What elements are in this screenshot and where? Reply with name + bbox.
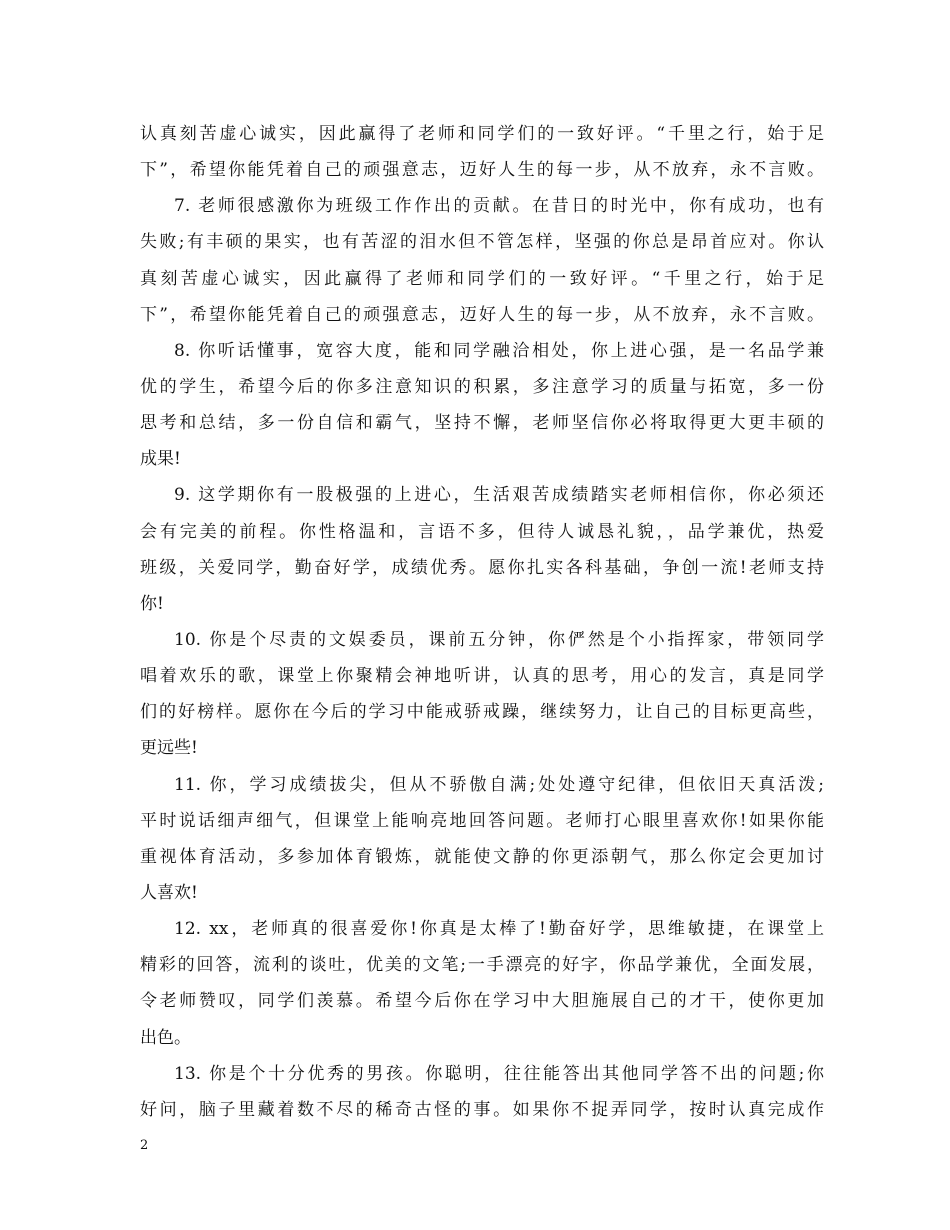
text-line: 成果! (140, 449, 181, 470)
text-line: 9. 这学期你有一股极强的上进心，生活艰苦成绩踏实老师相信你，你必须还 (174, 485, 824, 506)
text-line: 会有完美的前程。你性格温和，言语不多，但待人诚恳礼貌，，品学兼优，热爱 (140, 521, 824, 542)
text-line: 失败;有丰硕的果实，也有苦涩的泪水但不管怎样，坚强的你总是昂首应对。你认 (140, 232, 824, 253)
text-line: 你! (140, 593, 164, 614)
text-line: 8. 你听话懂事，宽容大度，能和同学融洽相处，你上进心强，是一名品学兼 (174, 340, 824, 361)
text-line: 更远些! (140, 738, 198, 759)
text-line: 12. xx，老师真的很喜爱你!你真是太棒了!勤奋好学，思维敏捷，在课堂上 (174, 919, 824, 940)
text-line: 班级，关爱同学，勤奋好学，成绩优秀。愿你扎实各科基础，争创一流!老师支持 (140, 557, 824, 578)
page-number: 2 (140, 1138, 149, 1153)
text-line: 下”，希望你能凭着自己的顽强意志，迈好人生的每一步，从不放弃，永不言败。 (140, 160, 824, 181)
text-line: 思考和总结，多一份自信和霸气，坚持不懈，老师坚信你必将取得更大更丰硕的 (140, 413, 824, 434)
text-line: 好问，脑子里藏着数不尽的稀奇古怪的事。如果你不捉弄同学，按时认真完成作 (140, 1099, 824, 1120)
text-line: 13. 你是个十分优秀的男孩。你聪明，往往能答出其他同学答不出的问题;你 (174, 1063, 824, 1084)
text-line: 人喜欢! (140, 882, 198, 903)
text-line: 令老师赞叹，同学们羡慕。希望今后你在学习中大胆施展自己的才干，使你更加 (140, 991, 824, 1012)
text-line: 真刻苦虚心诚实，因此赢得了老师和同学们的一致好评。“千里之行，始于足 (140, 268, 824, 289)
text-line: 们的好榜样。愿你在今后的学习中能戒骄戒躁，继续努力，让自己的目标更高些， (140, 702, 824, 723)
text-line: 7. 老师很感激你为班级工作作出的贡献。在昔日的时光中，你有成功，也有 (174, 196, 824, 217)
text-line: 10. 你是个尽责的文娱委员，课前五分钟，你俨然是个小指挥家，带领同学 (174, 629, 824, 650)
document-body (140, 116, 824, 1128)
text-line: 11. 你，学习成绩拔尖，但从不骄傲自满;处处遵守纪律，但依旧天真活泼; (174, 774, 824, 795)
text-line: 唱着欢乐的歌，课堂上你聚精会神地听讲，认真的思考，用心的发言，真是同学 (140, 666, 824, 687)
text-line: 重视体育活动，多参加体育锻炼，就能使文静的你更添朝气，那么你定会更加讨 (140, 846, 824, 867)
text-line: 出色。 (140, 1027, 191, 1048)
text-line: 精彩的回答，流利的谈吐，优美的文笔;一手漂亮的好字，你品学兼优，全面发展， (140, 955, 824, 976)
text-line: 认真刻苦虚心诚实，因此赢得了老师和同学们的一致好评。“千里之行，始于足 (140, 124, 824, 144)
text-line: 优的学生，希望今后的你多注意知识的积累，多注意学习的质量与拓宽，多一份 (140, 376, 824, 397)
text-line: 下”，希望你能凭着自己的顽强意志，迈好人生的每一步，从不放弃，永不言败。 (140, 304, 824, 325)
text-line: 平时说话细声细气，但课堂上能响亮地回答问题。老师打心眼里喜欢你!如果你能 (140, 810, 824, 831)
